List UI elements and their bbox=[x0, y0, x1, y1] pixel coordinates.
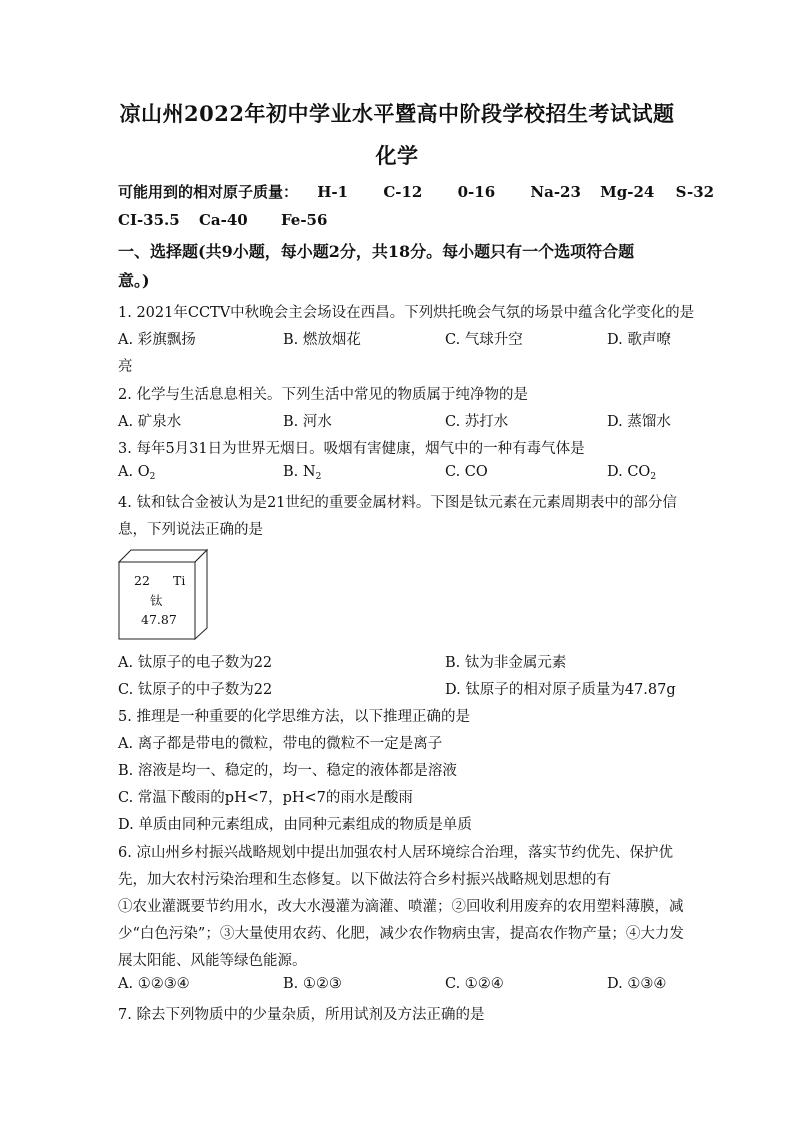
section-header-line-2: 意。) bbox=[118, 271, 150, 290]
q4-stem-line-1: 4. 钛和钛合金被认为是21世纪的重要金属材料。下图是钛元素在元素周期表中的部分信 bbox=[118, 495, 677, 511]
atomic-mass: 47.87 bbox=[141, 612, 177, 627]
q4-option-b: B. 钛为非金属元素 bbox=[445, 655, 567, 671]
q2-option-b: B. 河水 bbox=[283, 414, 332, 430]
subject-title: 化学 bbox=[375, 143, 419, 168]
q6-option-c: C. ①②④ bbox=[445, 976, 504, 992]
q1-option-c: C. 气球升空 bbox=[445, 332, 523, 348]
atomic-number: 22 bbox=[134, 573, 150, 588]
element-name: 钛 bbox=[150, 593, 163, 608]
q2-option-d: D. 蒸馏水 bbox=[607, 414, 671, 430]
atomic-masses-row-1 bbox=[118, 181, 714, 202]
q3-option-d bbox=[607, 464, 656, 482]
mass-c: C-12 bbox=[383, 183, 423, 201]
mass-o: 0-16 bbox=[457, 183, 496, 201]
q5-stem: 5. 推理是一种重要的化学思维方法，以下推理正确的是 bbox=[118, 709, 470, 725]
q5-option-c: C. 常温下酸雨的pH<7，pH<7的雨水是酸雨 bbox=[118, 790, 413, 806]
q6-stem-line-4: 少“白色污染”；③大量使用农药、化肥，减少农作物病虫害，提高农作物产量；④大力发 bbox=[118, 926, 684, 942]
q3-stem: 3. 每年5月31日为世界无烟日。吸烟有害健康，烟气中的一种有毒气体是 bbox=[118, 441, 585, 457]
q3-option-c: C. CO bbox=[445, 464, 488, 480]
q7-stem: 7. 除去下列物质中的少量杂质，所用试剂及方法正确的是 bbox=[118, 1007, 485, 1023]
mass-mg: Mg-24 bbox=[600, 183, 655, 201]
element-symbol: Ti bbox=[173, 573, 186, 588]
q3-option-b-sub: 2 bbox=[315, 472, 322, 482]
q2-stem: 2. 化学与生活息息相关。下列生活中常见的物质属于纯净物的是 bbox=[118, 387, 528, 403]
q4-option-c: C. 钛原子的中子数为22 bbox=[118, 682, 273, 698]
q5-option-d: D. 单质由同种元素组成，由同种元素组成的物质是单质 bbox=[118, 817, 472, 833]
mass-fe: Fe-56 bbox=[280, 211, 328, 229]
mass-s: S-32 bbox=[675, 183, 715, 201]
mass-na: Na-23 bbox=[530, 183, 581, 201]
periodic-table-cell bbox=[118, 548, 208, 640]
q2-option-c: C. 苏打水 bbox=[445, 414, 509, 430]
q4-option-a: A. 钛原子的电子数为22 bbox=[118, 655, 273, 671]
q5-option-a: A. 离子都是带电的微粒，带电的微粒不一定是离子 bbox=[118, 736, 443, 752]
q6-option-a: A. ①②③④ bbox=[118, 976, 190, 992]
q3-option-a-sub: 2 bbox=[149, 472, 156, 482]
q4-option-d: D. 钛原子的相对原子质量为47.87g bbox=[445, 682, 676, 698]
q6-stem-line-3: ①农业灌溉要节约用水，改大水漫灌为滴灌、喷灌；②回收利用废弃的农用塑料薄膜，减 bbox=[118, 899, 684, 915]
q6-stem-line-1: 6. 凉山州乡村振兴战略规划中提出加强农村人居环境综合治理，落实节约优先、保护优 bbox=[118, 845, 673, 861]
atomic-masses-row-2 bbox=[118, 211, 327, 229]
q6-option-d: D. ①③④ bbox=[607, 976, 667, 992]
q1-option-d: D. 歌声嘹 bbox=[607, 332, 671, 348]
q6-stem-line-2: 先，加大农村污染治理和生态修复。以下做法符合乡村振兴战略规划思想的有 bbox=[118, 872, 611, 888]
q3-option-d-text: D. CO bbox=[607, 464, 651, 480]
q3-option-a bbox=[118, 464, 155, 482]
atomic-masses-label: 可能用到的相对原子质量： bbox=[118, 183, 299, 201]
page-title: 凉山州2022年初中学业水平暨高中阶段学校招生考试试题 bbox=[119, 101, 675, 126]
q6-option-b: B. ①②③ bbox=[283, 976, 342, 992]
mass-ca: Ca-40 bbox=[198, 211, 248, 229]
q1-option-d-continued: 亮 bbox=[118, 359, 133, 375]
q3-option-d-sub: 2 bbox=[650, 472, 657, 482]
q6-stem-line-5: 展太阳能、风能等绿色能源。 bbox=[118, 953, 307, 969]
q3-option-b bbox=[283, 464, 321, 482]
q1-stem: 1. 2021年CCTV中秋晚会主会场设在西昌。下列烘托晚会气氛的场景中蕴含化学变化的是 bbox=[118, 305, 695, 321]
q3-option-b-text: B. N bbox=[283, 464, 316, 480]
q3-option-a-text: A. O bbox=[118, 464, 150, 480]
q2-option-a: A. 矿泉水 bbox=[118, 414, 182, 430]
q4-stem-line-2: 息，下列说法正确的是 bbox=[118, 522, 263, 538]
mass-cl: CI-35.5 bbox=[118, 211, 180, 229]
q1-option-a: A. 彩旗飘扬 bbox=[118, 332, 196, 348]
mass-h: H-1 bbox=[317, 183, 349, 201]
q1-option-b: B. 燃放烟花 bbox=[283, 332, 361, 348]
section-header-line-1: 一、选择题(共9小题，每小题2分，共18分。每小题只有一个选项符合题 bbox=[118, 242, 635, 261]
q5-option-b: B. 溶液是均一、稳定的，均一、稳定的液体都是溶液 bbox=[118, 763, 457, 779]
